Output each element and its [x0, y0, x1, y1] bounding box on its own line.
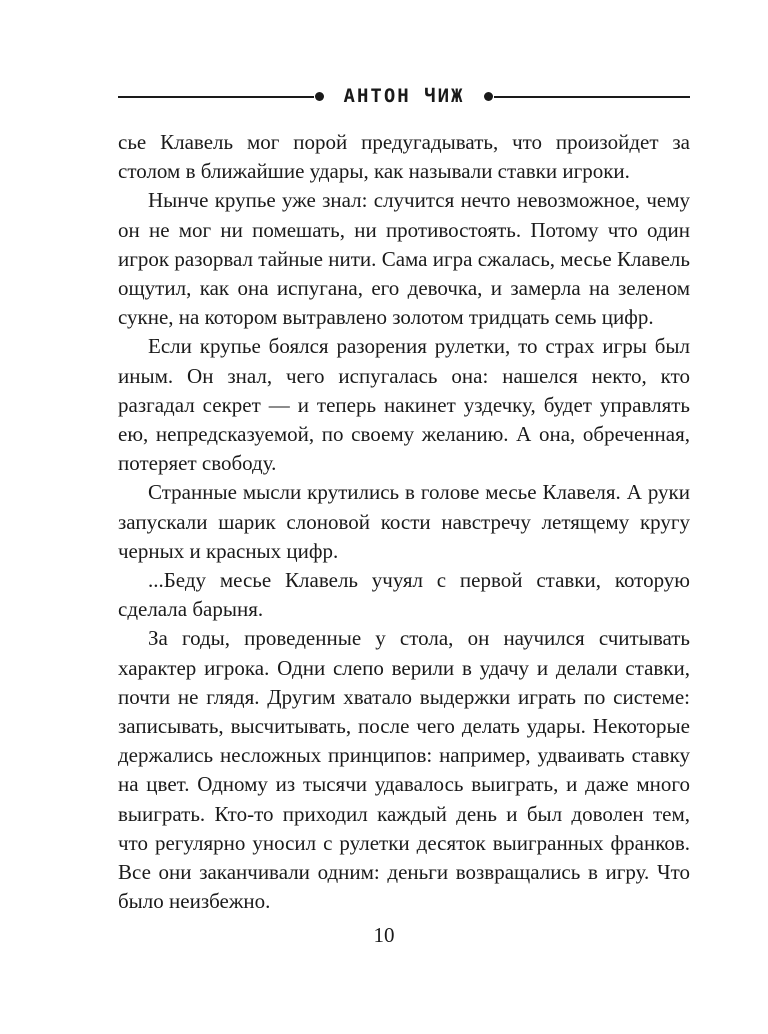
bullet-icon — [315, 92, 324, 101]
paragraph: Странные мысли крутились в голове месье Клавеля. А руки запускали шарик слоновой кости навстречу летящему кругу черных и красных цифр. — [118, 480, 690, 563]
bullet-icon — [484, 92, 493, 101]
body-text — [118, 128, 690, 916]
header-rule-right — [494, 96, 690, 98]
paragraph: Нынче крупье уже знал: случится нечто невозможное, чему он не мог ни помешать, ни противостоять. Потому что один игрок разорвал тайные нити. Сама игра сжалась, месье Клавель ощутил, как она испугана, его девочка, и замерла на зеленом сукне, на котором вытравлено золотом тридцать семь цифр. — [118, 188, 690, 330]
header-author: АНТОН ЧИЖ — [343, 85, 465, 107]
paragraph: сье Клавель мог порой предугадывать, что произойдет за столом в ближайшие удары, как называли ставки игроки. — [118, 130, 690, 184]
paragraph: Если крупье боялся разорения рулетки, то страх игры был иным. Он знал, чего испугалась она: нашелся некто, кто разгадал секрет — и теперь накинет уздечку, будет управлять ею, непредсказуемой, по своему желанию. А она, обреченная, потеряет свободу. — [118, 334, 690, 476]
paragraph: За годы, проведенные у стола, он научился считывать характер игрока. Одни слепо верили в удачу и делали ставки, почти не глядя. Другим хватало выдержки играть по системе: записывать, высчитывать, после чего делать удары. Некоторые держались несложных принципов: например, удваивать ставку на цвет. Одному из тысячи удавалось выиграть, и даже много выиграть. Кто-то приходил каждый день и был доволен тем, что регулярно уносил с рулетки десяток выигранных франков. Все они заканчивали одним: деньги возвращались в игру. Что было неизбежно. — [118, 626, 690, 914]
running-header — [118, 84, 690, 108]
header-rule-left — [118, 96, 314, 98]
page-number: 10 — [373, 923, 395, 947]
paragraph: ...Беду месье Клавель учуял с первой ставки, которую сделала барыня. — [118, 568, 690, 622]
